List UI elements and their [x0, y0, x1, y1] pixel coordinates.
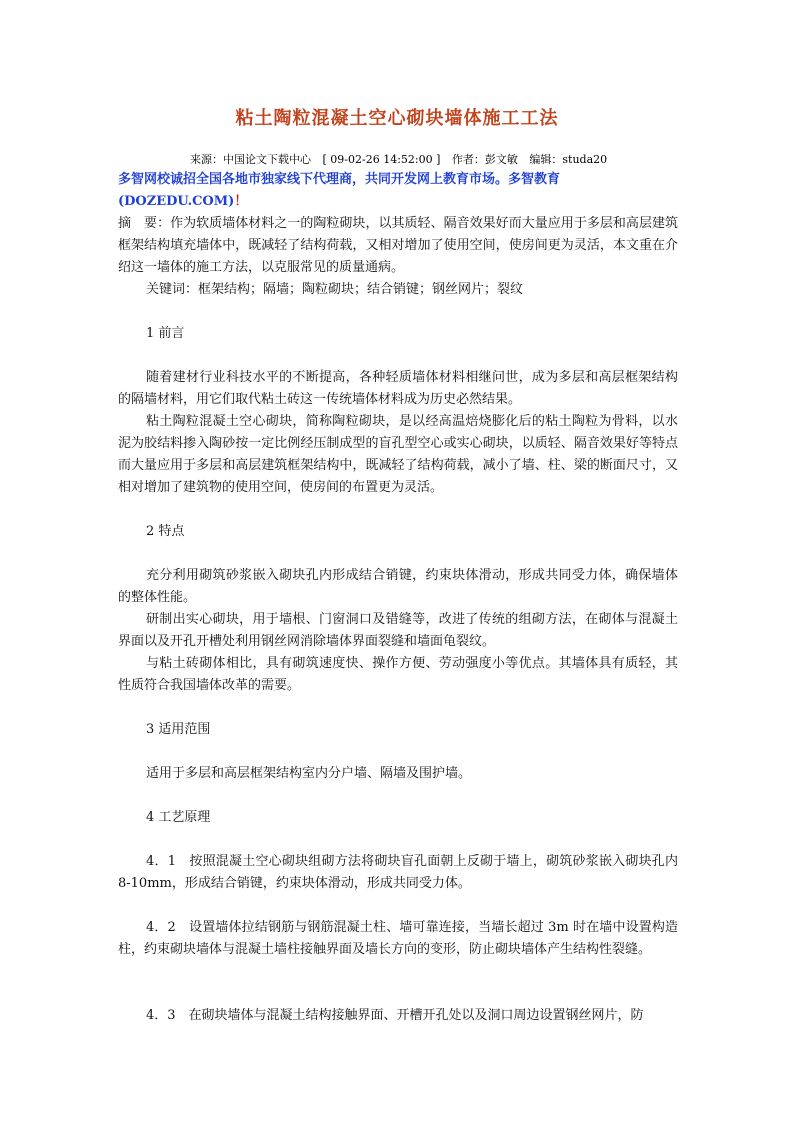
intro-paragraph-1: 随着建材行业科技水平的不断提高，各种轻质墙体材料相继问世，成为多层和高层框架结构的隔墙材料，用它们取代粘土砖这一传统墙体材料成为历史必然结果。: [118, 370, 678, 407]
abstract-paragraph: 摘 要：作为软质墙体材料之一的陶粒砌块，以其质轻、隔音效果好而大量应用于多层和高层建筑框架结构填充墙体中，既减轻了结构荷载，又相对增加了使用空间，使房间更为灵活，本文重在介绍这一墙体的施工方法，以克服常见的质量通病。: [118, 216, 678, 275]
section-heading-intro: 1 前言: [146, 326, 185, 341]
section-heading-scope: 3 适用范围: [146, 722, 211, 737]
keywords-line: 关键词：框架结构；隔墙；陶粒砌块；结合销键；钢丝网片；裂纹: [146, 282, 524, 297]
ad-text[interactable]: 多智网校诚招全国各地市独家线下代理商，共同开发网上教育市场。多智教育(DOZEDU.COM): [118, 172, 561, 209]
features-paragraph-3: 与粘土砖砌体相比，具有砌筑速度快、操作方便、劳动强度小等优点。其墙体具有质轻，其性质符合我国墙体改革的需要。: [118, 656, 678, 693]
meta-source: 来源：中国论文下载中心: [190, 153, 311, 166]
principle-paragraph-1: 4．1 按照混凝土空心砌块组砌方法将砌块盲孔面朝上反砌于墙上，砌筑砂浆嵌入砌块孔内 8-10mm，形成结合销键，约束块体滑动，形成共同受力体。: [118, 854, 678, 891]
ad-banner[interactable]: [118, 169, 678, 213]
features-paragraph-1: 充分利用砌筑砂浆嵌入砌块孔内形成结合销键，约束块体滑动，形成共同受力体，确保墙体的整体性能。: [118, 568, 678, 605]
section-heading-principle: 4 工艺原理: [146, 810, 211, 825]
ad-exclamation: ！: [234, 194, 248, 209]
features-paragraph-2: 研制出实心砌块，用于墙根、门窗洞口及错缝等，改进了传统的组砌方法，在砌体与混凝土界面以及开孔开槽处利用钢丝网消除墙体界面裂缝和墙面龟裂纹。: [118, 612, 678, 649]
principle-paragraph-3: 4．3 在砌块墙体与混凝土结构接触界面、开槽开孔处以及洞口周边设置钢丝网片，防: [146, 1008, 644, 1023]
meta-author: 作者：彭文敏: [451, 153, 518, 166]
principle-paragraph-2: 4．2 设置墙体拉结钢筋与钢筋混凝土柱、墙可靠连接，当墙长超过 3m 时在墙中设置构造柱，约束砌块墙体与混凝土墙柱接触界面及墙长方向的变形，防止砌块墙体产生结构性裂缝。: [118, 920, 678, 957]
section-heading-features: 2 特点: [146, 524, 185, 539]
intro-paragraph-2: 粘土陶粒混凝土空心砌块，简称陶粒砌块，是以经高温焙烧膨化后的粘土陶粒为骨料，以水泥为胶结料掺入陶砂按一定比例经压制成型的盲孔型空心或实心砌块，以质轻、隔音效果好等特点而大量应用于多层和高层建筑框架结构中，既减轻了结构荷载，减小了墙、柱、梁的断面尺寸，又相对增加了建筑物的使用空间，使房间的布置更为灵活。: [118, 414, 678, 495]
scope-paragraph: 适用于多层和高层框架结构室内分户墙、隔墙及围护墙。: [146, 766, 472, 781]
meta-time: [ 09-02-26 14:52:00 ]: [322, 153, 441, 166]
article-meta: [190, 151, 690, 167]
article-title: 粘土陶粒混凝土空心砌块墙体施工工法: [235, 108, 559, 129]
meta-editor: 编辑：studa20: [529, 153, 608, 166]
